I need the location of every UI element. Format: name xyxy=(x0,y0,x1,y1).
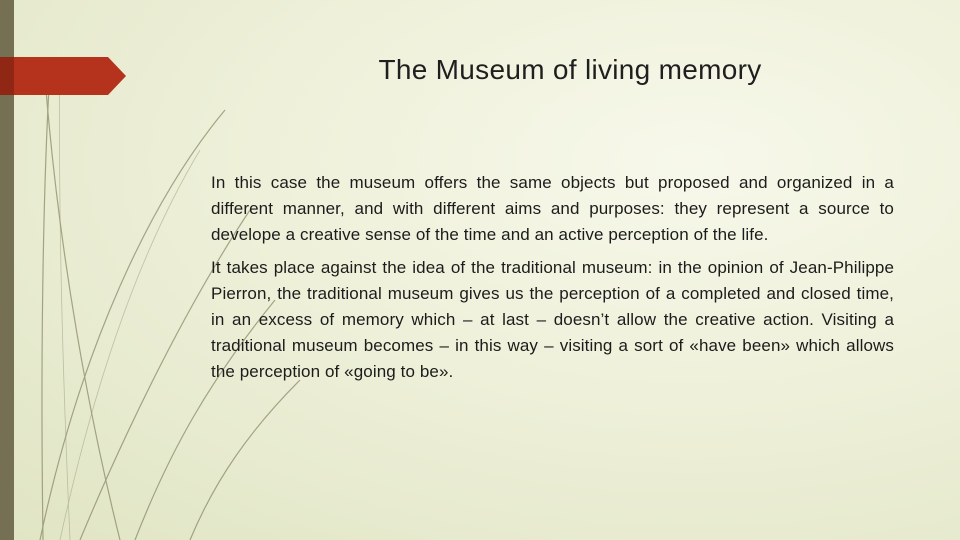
title-arrow-icon xyxy=(0,57,126,95)
slide-title: The Museum of living memory xyxy=(378,54,762,85)
body-text xyxy=(211,170,894,392)
paragraph-2: It takes place against the idea of the traditional museum: in the opinion of Jean-Philippe Pierron, the traditional museum gives us the perception of a completed and closed time, in an excess of memory which – at last – doesn’t allow the creative action. Visiting a traditional museum becomes – in this way – visiting a sort of «have been» which allows the perception of «going to be». xyxy=(211,258,894,381)
paragraph-1: In this case the museum offers the same objects but proposed and organized in a different manner, and with different aims and purposes: they represent a source to develope a creative sense of the time and an active perception of the life. xyxy=(211,173,894,244)
